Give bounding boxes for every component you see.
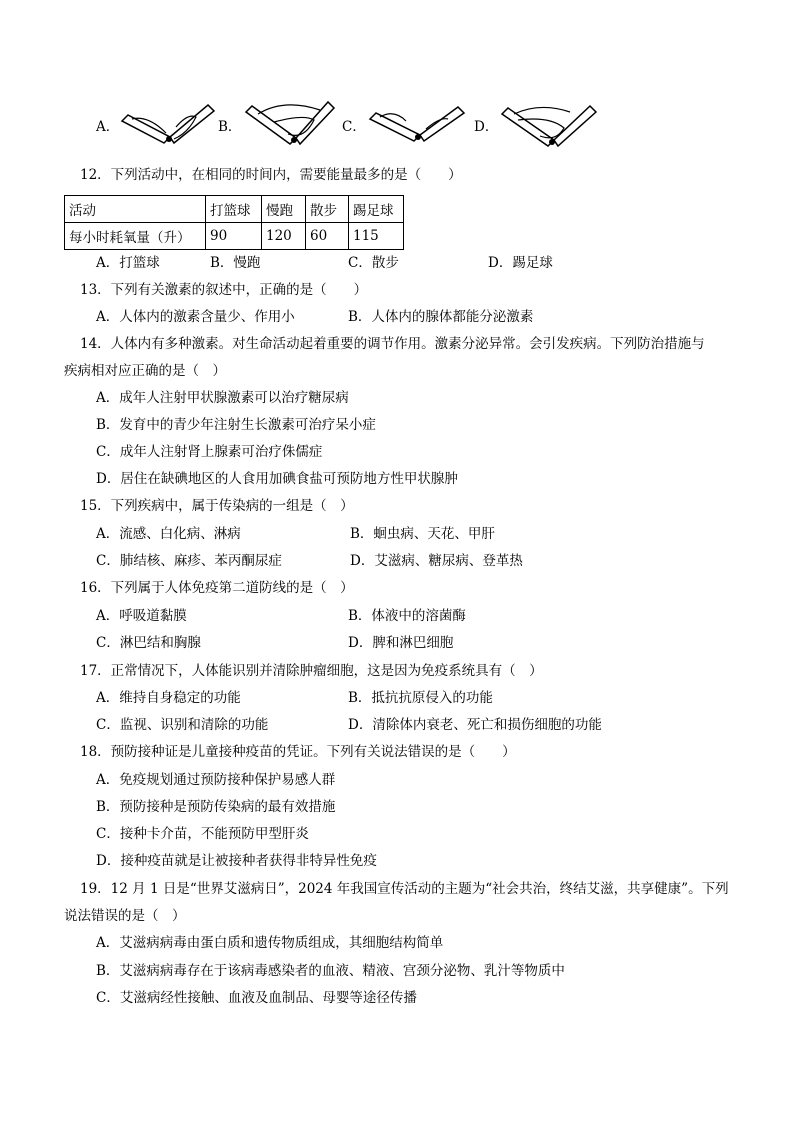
q12-option-b: B．慢跑 [210,255,261,271]
q12-stem: 12．下列活动中，在相同的时间内，需要能量最多的是（ ） [80,167,462,183]
q13-option-b: B．人体内的腺体都能分泌激素 [348,309,534,325]
q18-option-d: D．接种疫苗就是让被接种者获得非特异性免疫 [96,853,377,869]
q11-option-a-label: A． [96,119,120,135]
q14-stem-line1: 14．人体内有多种激素。对生命活动起着重要的调节作用。激素分泌异常。会引发疾病。下列防治措施与 [80,336,705,352]
q15-option-b: B．蛔虫病、天花、甲肝 [350,526,495,542]
q16-option-c: C．淋巴结和胸腺 [96,635,201,651]
q19-stem-line1: 19．12 月 1 日是“世界艾滋病日”，2024 年我国宣传活动的主题为“社会共治，终结艾滋，共享健康”。下列 [80,881,729,897]
q15-stem: 15．下列疾病中，属于传染病的一组是（ ） [80,498,354,514]
q12-option-c: C．散步 [348,255,399,271]
table-row [65,223,404,250]
q14-option-c: C．成年人注射肾上腺素可治疗侏儒症 [96,444,323,460]
q19-option-b: B．艾滋病病毒存在于该病毒感染者的血液、精液、宫颈分泌物、乳汁等物质中 [96,963,565,979]
q11-option-b-label: B． [218,119,242,135]
q18-option-c: C．接种卡介苗，不能预防甲型肝炎 [96,826,309,842]
q19-option-c: C．艾滋病经性接触、血液及血制品、母婴等途径传播 [96,990,417,1006]
q14-stem-line2: 疾病相对应正确的是（ ） [64,363,226,379]
q17-option-c: C．监视、识别和清除的功能 [96,717,269,733]
arm-bend-diagram-b-icon [244,100,340,150]
arm-bend-diagram-a-icon [118,103,218,148]
q13-option-a: A．人体内的激素含量少、作用小 [96,309,295,325]
table-cell: 活动 [65,196,206,223]
table-cell: 慢跑 [262,196,306,223]
q18-option-a: A．免疫规划通过预防接种保护易感人群 [96,772,336,788]
q14-option-a: A．成年人注射甲状腺激素可以治疗糖尿病 [96,390,349,406]
q19-stem-line2: 说法错误的是（ ） [64,908,186,924]
table-cell: 90 [206,223,262,250]
table-cell: 踢足球 [349,196,404,223]
q16-option-b: B．体液中的溶菌酶 [348,608,466,624]
q12-option-d: D．踢足球 [488,255,553,271]
q18-option-b: B．预防接种是预防传染病的最有效措施 [96,799,336,815]
q17-option-a: A．维持自身稳定的功能 [96,690,241,706]
table-cell: 每小时耗氧量（升） [65,223,206,250]
q11-option-c-label: C． [342,119,366,135]
table-cell: 打篮球 [206,196,262,223]
q15-option-d: D．艾滋病、糖尿病、登革热 [350,553,523,569]
q13-stem: 13．下列有关激素的叙述中，正确的是（ ） [80,282,368,298]
q17-option-d: D．清除体内衰老、死亡和损伤细胞的功能 [348,717,602,733]
q17-stem: 17．正常情况下，人体能识别并清除肿瘤细胞，这是因为免疫系统具有（ ） [80,663,543,679]
q16-option-a: A．呼吸道黏膜 [96,608,187,624]
q16-option-d: D．脾和淋巴细胞 [348,635,454,651]
q19-option-a: A．艾滋病病毒由蛋白质和遗传物质组成，其细胞结构简单 [96,935,444,951]
q15-option-a: A．流感、白化病、淋病 [96,526,241,542]
q14-option-d: D．居住在缺碘地区的人食用加碘食盐可预防地方性甲状腺肿 [96,471,458,487]
table-header-row [65,196,404,223]
arm-bend-diagram-d-icon [500,100,600,150]
table-cell: 120 [262,223,306,250]
q17-option-b: B．抵抗抗原侵入的功能 [348,690,493,706]
q11-option-d-label: D． [474,119,499,135]
table-cell: 60 [306,223,349,250]
q16-stem: 16．下列属于人体免疫第二道防线的是（ ） [80,580,354,596]
table-cell: 115 [349,223,404,250]
q18-stem: 18．预防接种证是儿童接种疫苗的凭证。下列有关说法错误的是（ ） [80,744,516,760]
arm-bend-diagram-c-icon [366,103,466,148]
table-cell: 散步 [306,196,349,223]
q12-option-a: A．打篮球 [96,255,160,271]
q15-option-c: C．肺结核、麻疹、苯丙酮尿症 [96,553,282,569]
activity-oxygen-table [64,195,404,250]
q14-option-b: B．发育中的青少年注射生长激素可治疗呆小症 [96,417,376,433]
